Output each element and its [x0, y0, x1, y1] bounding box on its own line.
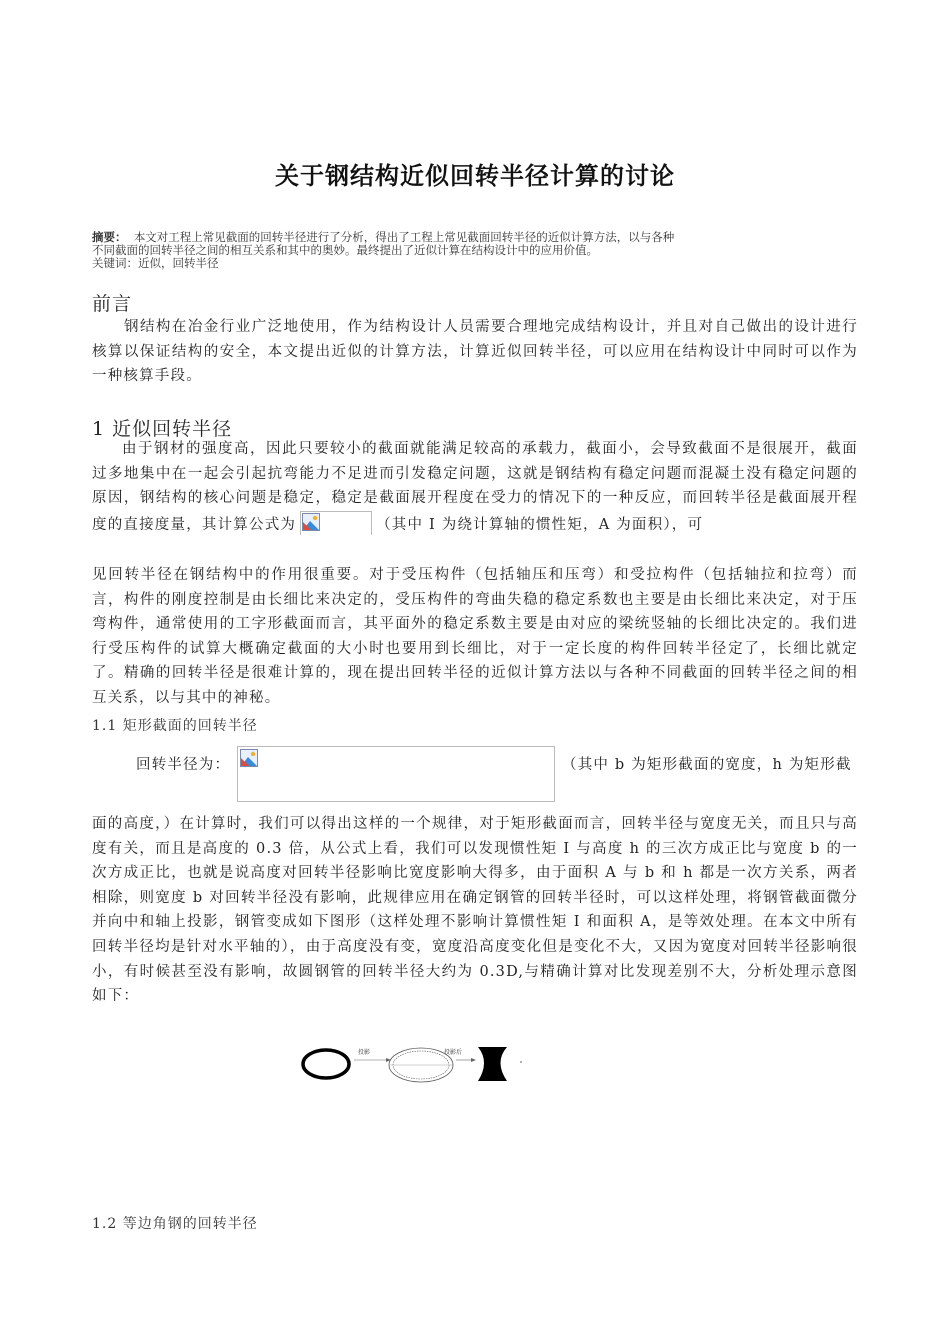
formula-image-radius: [300, 511, 372, 535]
steel-tube-section: [303, 1050, 349, 1078]
document-title: 关于钢结构近似回转半径计算的讨论: [275, 162, 675, 190]
abstract-label: 摘要：: [92, 230, 127, 244]
section-1-heading: 1 近似回转半径: [92, 418, 233, 440]
section-1-p1-before: 由于钢材的强度高，因此只要较小的截面就能满足较高的承载力，截面小，会导致截面不是很展开，截面过多地集中在一起会引起抗弯能力不足进而引发稳定问题，这就是钢结构有稳定问题而混凝土没有稳定问题的原因，钢结构的核心问题是稳定，稳定是截面展开程度在受力的情况下的一种反应，而回转半径是截面展开程度的直接度量，其计算公式为: [92, 441, 858, 533]
broken-image-icon: [240, 749, 258, 767]
abstract-line-1: 本文对工程上常见截面的回转半径进行了分析，得出了工程上常见截面回转半径的近似计算方法，以与各种: [133, 230, 675, 244]
keywords: 关键词：近似，回转半径: [92, 256, 219, 270]
label-after-projection: 投影后: [444, 1049, 463, 1056]
section-1-paragraph-1: [92, 437, 858, 535]
axis-marker: [520, 1061, 522, 1063]
section-1-paragraph-2: 见回转半径在钢结构中的作用很重要。对于受压构件（包括轴压和压弯）和受拉构件（包括轴拉和拉弯）而言，构件的刚度控制是由长细比来决定的，受压构件的弯曲失稳的稳定系数也主要是由长细比来决定，对于压弯构件，通常使用的工字形截面而言，其平面外的稳定系数主要是由对应的梁统竖轴的长细比决定的。我们进行受压构件的试算大概确定截面的大小时也要用到长细比，对于一定长度的构件回转半径定了，长细比就定了。精确的回转半径是很难计算的，现在提出回转半径的近似计算方法以与各种不同截面的回转半径之间的相互关系，以与其中的神秘。: [92, 567, 858, 706]
preface-heading: 前言: [92, 293, 133, 315]
section-1-p1-after: （其中 I 为绕计算轴的惯性矩，A 为面积），可: [376, 516, 704, 533]
abstract-block: [92, 231, 862, 270]
section-1-1-heading: 1.1 矩形截面的回转半径: [92, 718, 258, 734]
section-1-2-heading: 1.2 等边角钢的回转半径: [92, 1216, 258, 1232]
formula-image-rectangle: [237, 746, 555, 802]
abstract-line-2: 不同截面的回转半径之间的相互关系和其中的奥妙。最终提出了近似计算在结构设计中的应用价值。: [92, 243, 598, 257]
section-1-1-paragraph: 面的高度，）在计算时，我们可以得出这样的一个规律，对于矩形截面而言，回转半径与宽度无关，而且只与高度有关，而且是高度的 0.3 倍，从公式上看，我们可以发现惯性矩 I 与高度 h 的三次方成正比与宽度 b 的一次方成正比，也就是说高度对回转半径影响比宽度影响大得多，由于面积 A 与 b 和 h 都是一次方关系，两者相除，则宽度 b 对回转半径没有影响，此规律应用在确定钢管的回转半径时，可以这样处理，将钢管截面微分并向中和轴上投影，钢管变成如下图形（这样处理不影响计算惯性矩 I 和面积 A，是等效处理。在本文中所有回转半径均是针对水平轴的），由于高度没有变，宽度沿高度变化但是变化不大，又因为宽度对回转半径影响很小，有时候甚至没有影响，故圆钢管的回转半径大约为 0.3D,与精确计算对比发现差别不大，分析处理示意图如下：: [92, 816, 858, 1005]
section-1-1-lead: 回转半径为：: [136, 757, 231, 773]
broken-image-icon: [302, 513, 320, 531]
arrow-head-2: [471, 1058, 476, 1062]
section-1-1-after: （其中 b 为矩形截面的宽度，h 为矩形截: [562, 757, 852, 773]
projection-diagram: [296, 1040, 536, 1086]
preface-paragraph: 钢结构在冶金行业广泛地使用，作为结构设计人员需要合理地完成结构设计，并且对自己做出的设计进行核算以保证结构的安全，本文提出近似的计算方法，计算近似回转半径，可以应用在结构设计中同时可以作为一种核算手段。: [92, 319, 858, 385]
label-projection: 投影: [358, 1049, 371, 1056]
projected-shape: [478, 1047, 507, 1081]
